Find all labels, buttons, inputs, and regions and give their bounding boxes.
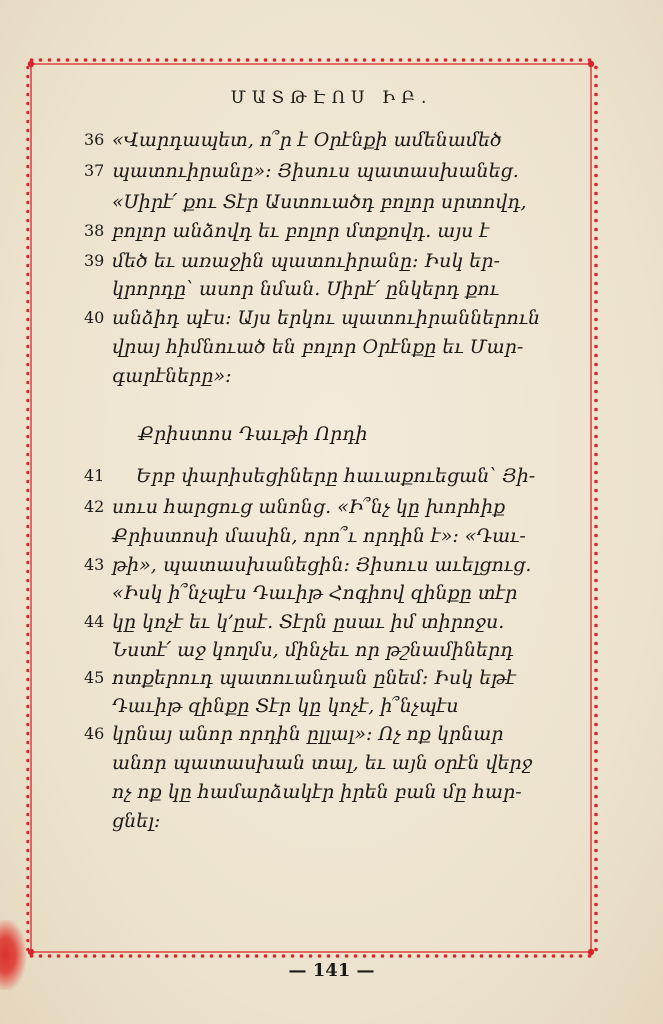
page-header: ՄԱՏԹԷՈՍ ԻԲ.: [230, 88, 433, 108]
text-line: պատուիրանը»: Յիսուս պատասխանեց.: [112, 160, 519, 182]
text-line: ցնել:: [112, 810, 161, 832]
verse-number: 41: [84, 466, 105, 485]
text-line: սուս հարցուց անոնց. «Ի՞նչ կը խորհիք: [112, 496, 506, 518]
verse-number: 44: [84, 612, 105, 631]
text-line: գարէները»:: [112, 365, 232, 387]
text-line: «Վարդապետ, ո՞ր է Օրէնքի ամենամեծ: [112, 129, 502, 151]
text-line: կրնայ անոր որդին ըլլալ»: Ոչ ոք կրնար: [112, 723, 504, 745]
text-line: ոչ ոք կը համարձակէր իրեն բան մը հար-: [112, 781, 522, 803]
text-line: Երբ փարիսեցիները հաւաքուեցան՝ Յի-: [136, 465, 536, 487]
verse-number: 40: [84, 308, 105, 327]
text-line: «Իսկ ի՞նչպէս Դաւիթ Հոգիով զինքը տէր: [112, 582, 518, 604]
verse-number: 42: [84, 497, 105, 516]
text-line: մեծ եւ առաջին պատուիրանը: Իսկ եր-: [112, 250, 500, 272]
text-line: թի», պատասխանեցին: Յիսուս աւելցուց.: [112, 554, 532, 576]
verse-number: 39: [84, 251, 105, 270]
text-line: Նստէ՛ աջ կողմս, մինչեւ որ թշնամիներդ: [112, 639, 514, 661]
text-line: կրորդը՝ ասոր նման. Սիրէ՛ ընկերդ քու: [112, 278, 500, 300]
text-line: բոլոր անձովդ եւ բոլոր մտքովդ. այս է: [112, 220, 490, 242]
text-line: Դաւիթ զինքը Տէր կը կոչէ, ի՞նչպէս: [112, 695, 459, 717]
border-right: [591, 62, 599, 954]
section-heading: Քրիստոս Դաւթի Որդի: [138, 423, 368, 445]
text-line: անձիդ պէս: Այս երկու պատուիրաններուն: [112, 307, 541, 329]
border-bottom: [28, 952, 594, 960]
verse-number: 36: [84, 130, 105, 149]
verse-number: 37: [84, 161, 105, 180]
border-left: [23, 62, 31, 954]
text-line: ոտքերուդ պատուանդան ընեմ: Իսկ եթէ: [112, 667, 516, 689]
verse-number: 38: [84, 221, 105, 240]
verse-number: 43: [84, 555, 105, 574]
verse-number: 46: [84, 724, 105, 743]
text-line: կը կոչէ եւ կ՚ըսէ. Տէրն ըսաւ իմ տիրոջս.: [112, 611, 505, 633]
text-line: «Սիրէ՛ քու Տէր Աստուածդ բոլոր սրտովդ,: [112, 191, 527, 213]
text-line: վրայ հիմնուած են բոլոր Օրէնքը եւ Մար-: [112, 336, 524, 358]
verse-number: 45: [84, 668, 105, 687]
text-line: Քրիստոսի մասին, որո՞ւ որդին է»: «Դաւ-: [112, 525, 526, 547]
border-top: [28, 56, 594, 64]
text-line: անոր պատասխան տալ, եւ այն օրէն վերջ: [112, 752, 533, 774]
page-number: — 141 —: [288, 960, 375, 981]
